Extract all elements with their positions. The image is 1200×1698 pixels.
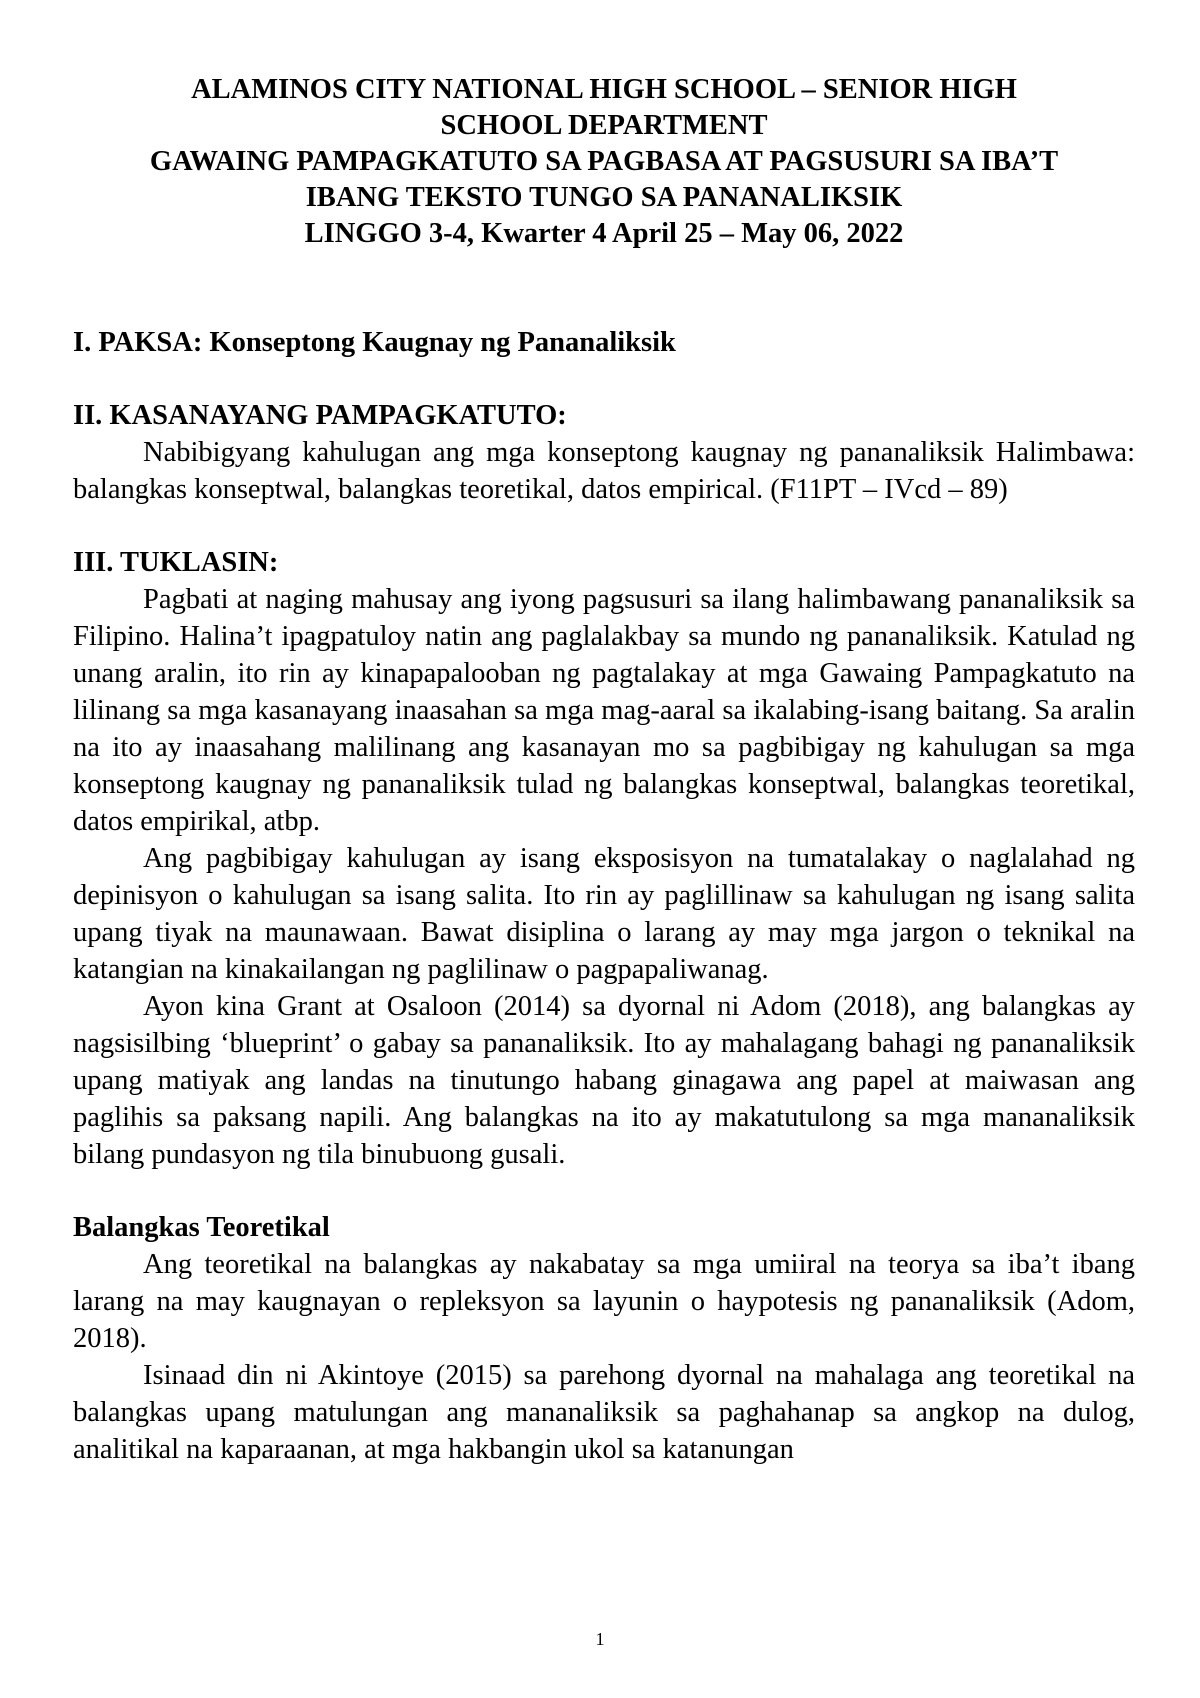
activity-title-line: GAWAING PAMPAGKATUTO SA PAGBASA AT PAGSUSURI SA IBA’T [149,146,1059,177]
school-name-line: ALAMINOS CITY NATIONAL HIGH SCHOOL – SENIOR HIGH [191,74,1017,105]
tuklasin-paragraph-3: Ayon kina Grant at Osaloon (2014) sa dyornal ni Adom (2018), ang balangkas ay nagsisilbing ‘blueprint’ o gabay sa pananaliksik. Ito ay mahalagang bahagi ng pananaliksik upang matiyak ang landas na tinutungo habang ginagawa ang papel at maiwasan ang paglihis sa paksang napili. Ang balangkas na ito ay makatutulong sa mga mananaliksik bilang pundasyon ng tila binubuong gusali. [73,991,1135,1170]
activity-title-line-2: IBANG TEKSTO TUNGO SA PANANALIKSIK [305,182,903,213]
balangkas-teoretikal-paragraph-1: Ang teoretikal na balangkas ay nakabatay sa mga umiiral na teorya sa iba’t ibang larang na may kaugnayan o repleksyon sa layunin o haypotesis ng pananaliksik (Adom, 2018). [73,1249,1135,1354]
tuklasin-paragraph-1: Pagbati at naging mahusay ang iyong pagsusuri sa ilang halimbawang pananaliksik sa Filipino. Halina’t ipagpatuloy natin ang paglalakbay sa mundo ng pananaliksik. Katulad ng unang aralin, ito rin ay kinapapalooban ng pagtalakay at mga Gawaing Pampagkatuto na lilinang sa mga kasanayang inaasahan sa mga mag-aaral sa ikalabing-isang baitang. Sa aralin na ito ay inaasahang malilinang ang kasanayan mo sa pagbibigay ng kahulugan sa mga konseptong kaugnay ng pananaliksik tulad ng balangkas konseptwal, balangkas teoretikal, datos empirikal, atbp. [73,584,1135,837]
document-page [73,72,1135,1468]
kasanayan-body: Nabibigyang kahulugan ang mga konseptong kaugnay ng pananaliksik Halimbawa: balangkas konseptwal, balangkas teoretikal, datos empirical. (F11PT – IVcd – 89) [73,437,1135,505]
week-quarter-date-line: LINGGO 3-4, Kwarter 4 April 25 – May 06, 2022 [304,218,904,249]
paksa-heading: I. PAKSA: Konseptong Kaugnay ng Pananaliksik [73,327,676,358]
balangkas-teoretikal-heading: Balangkas Teoretikal [73,1212,330,1243]
page-number: 1 [595,1629,605,1649]
tuklasin-heading: III. TUKLASIN: [73,547,279,578]
tuklasin-paragraph-2: Ang pagbibigay kahulugan ay isang eksposisyon na tumatalakay o naglalahad ng depinisyon o kahulugan sa isang salita. Ito rin ay paglillinaw sa kahulugan ng isang salita upang tiyak na maunawaan. Bawat disiplina o larang ay may mga jargon o teknikal na katangian na kinakailangan ng paglilinaw o pagpapaliwanag. [73,843,1135,985]
balangkas-teoretikal-paragraph-2: Isinaad din ni Akintoye (2015) sa parehong dyornal na mahalaga ang teoretikal na balangkas upang matulungan ang mananaliksik sa paghahanap sa angkop na dulog, analitikal na kaparaanan, at mga hakbangin ukol sa katanungan [73,1360,1135,1465]
kasanayan-heading: II. KASANAYANG PAMPAGKATUTO: [73,400,567,431]
department-line: SCHOOL DEPARTMENT [440,110,768,141]
document-header [73,72,1135,252]
